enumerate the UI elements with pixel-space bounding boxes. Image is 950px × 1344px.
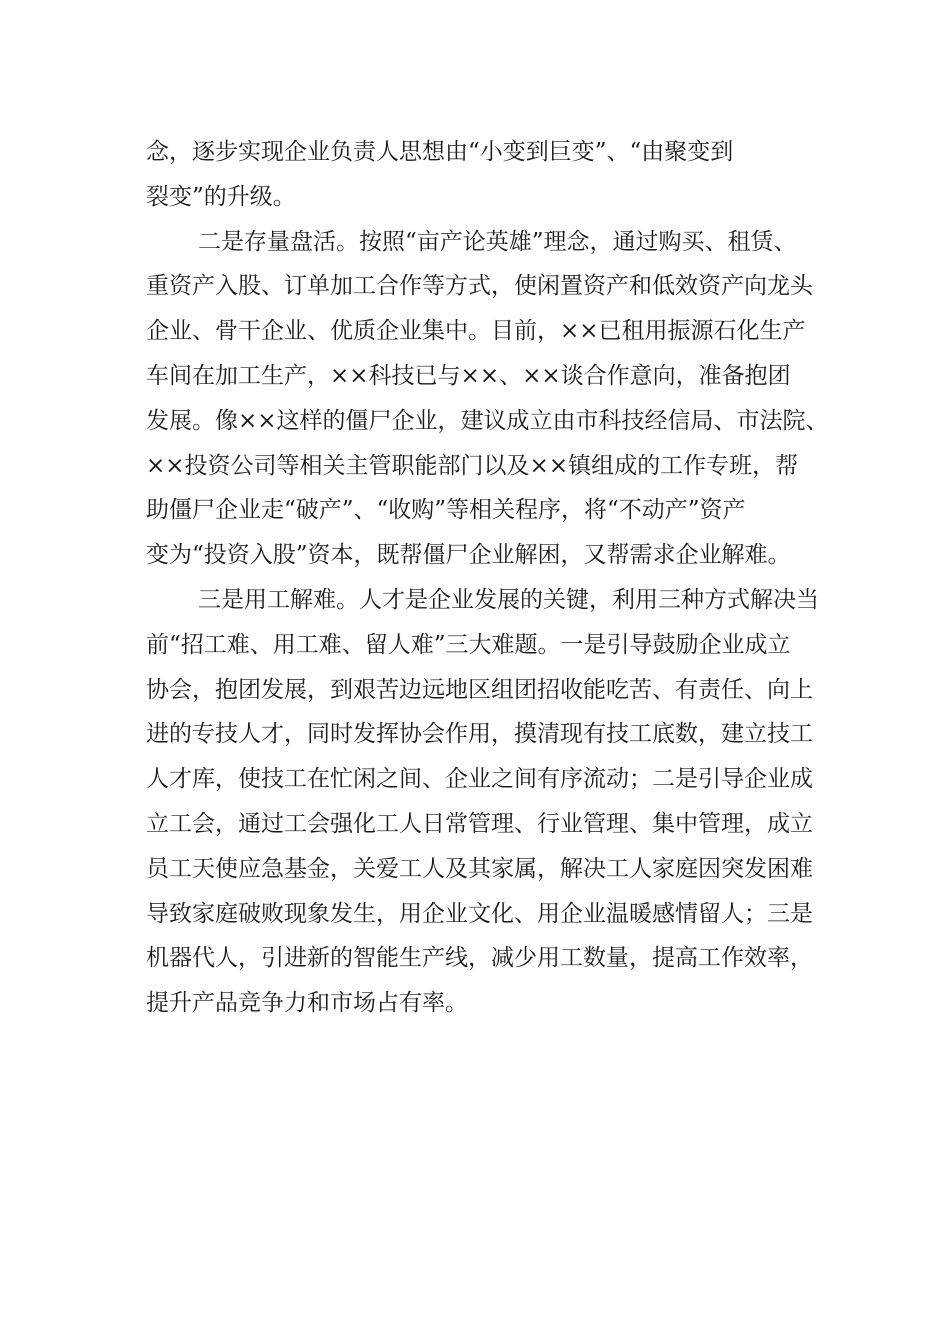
text-line: 员工天使应急基金，关爱工人及其家属，解决工人家庭因突发困难 xyxy=(146,855,813,882)
text-line: 企业、骨干企业、优质企业集中。目前，××已租用振源石化生产 xyxy=(146,318,806,345)
text-line: 进的专技人才，同时发挥协会作用，摸清现有技工底数，建立技工 xyxy=(146,721,813,748)
text-line: 车间在加工生产，××科技已与××、××谈合作意向，准备抱团 xyxy=(146,362,791,389)
text-line: 协会，抱团发展，到艰苦边远地区组团招收能吃苦、有责任、向上 xyxy=(146,676,813,703)
text-line: 提升产品竞争力和市场占有率。 xyxy=(146,990,468,1017)
text-line: 裂变”的升级。 xyxy=(146,183,296,210)
text-line: 重资产入股、订单加工合作等方式，使闲置资产和低效资产向龙头 xyxy=(146,273,813,300)
text-line: 人才库，使技工在忙闲之间、企业之间有序流动；二是引导企业成 xyxy=(146,766,813,793)
text-line: 导致家庭破败现象发生，用企业文化、用企业温暖感情留人；三是 xyxy=(146,900,813,927)
text-line: 念，逐步实现企业负责人思想由“小变到巨变”、“由聚变到 xyxy=(146,139,734,165)
text-line: 发展。像××这样的僵尸企业，建议成立由市科技经信局、市法院、 xyxy=(146,407,829,434)
text-line: 助僵尸企业走“破产”、“收购”等相关程序，将“不动产”资产 xyxy=(146,497,746,524)
text-line: 机器代人，引进新的智能生产线，减少用工数量，提高工作效率， xyxy=(146,945,813,972)
text-line: ××投资公司等相关主管职能部门以及××镇组成的工作专班，帮 xyxy=(146,452,799,479)
text-line: 变为“投资入股”资本，既帮僵尸企业解困，又帮需求企业解难。 xyxy=(146,542,791,569)
text-line: 前“招工难、用工难、留人难”三大难题。一是引导鼓励企业成立 xyxy=(146,631,791,658)
paragraph-start-line: 二是存量盘活。按照“亩产论英雄”理念，通过购买、租赁、 xyxy=(198,228,797,255)
text-line: 立工会，通过工会强化工人日常管理、行业管理、集中管理，成立 xyxy=(146,810,813,837)
paragraph-start-line: 三是用工解难。人才是企业发展的关键，利用三种方式解决当 xyxy=(198,586,819,613)
document-body xyxy=(146,130,829,1026)
